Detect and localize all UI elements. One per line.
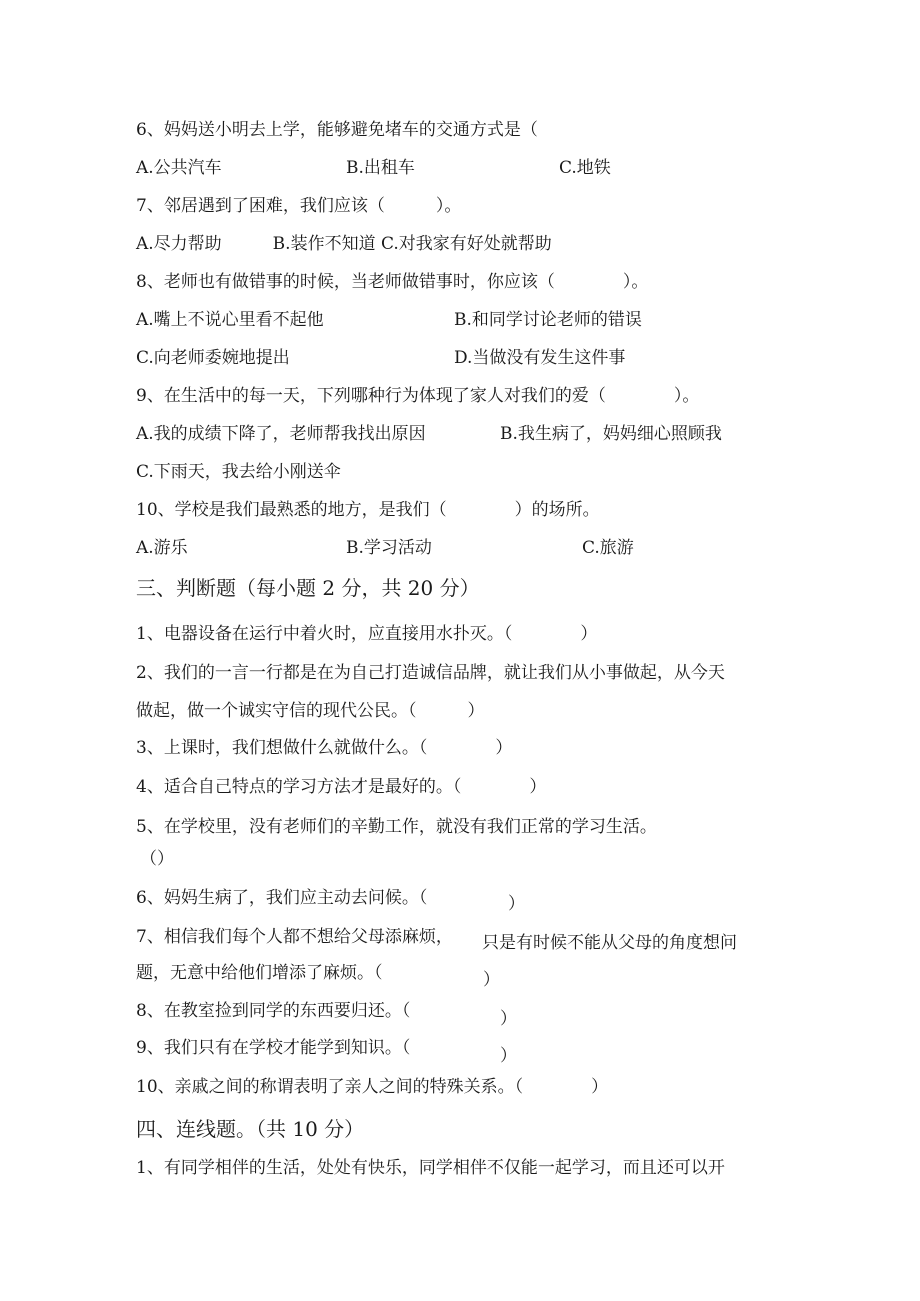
judge-8-close: ） [500,1009,517,1029]
judge-9: 9、我们只有在学校才能学到知识。（ [136,1038,411,1058]
judge-6-close: ） [508,894,525,914]
option-a: A.我的成绩下降了，老师帮我找出原因 [136,424,426,444]
judge-5-line2: （） [140,849,174,869]
judge-7-close: ） [483,970,500,990]
judge-6: 6、妈妈生病了，我们应主动去问候。（ [136,888,428,908]
question-7: 7、邻居遇到了困难，我们应该（ ）。 [136,196,462,216]
question-9: 9、在生活中的每一天，下列哪种行为体现了家人对我们的爱（ ）。 [136,386,700,406]
judge-7-line1-cont: 只是有时候不能从父母的角度想问 [482,933,737,953]
judge-7-line1: 7、相信我们每个人都不想给父母添麻烦， [136,927,453,947]
section-3-heading: 三、判断题（每小题 2 分，共 20 分） [136,576,480,600]
judge-2-line1: 2、我们的一言一行都是在为自己打造诚信品牌，就让我们从小事做起，从今天 [136,663,725,683]
option-a: A.公共汽车 [136,158,222,178]
judge-5-line1: 5、在学校里，没有老师们的辛勤工作，就没有我们正常的学习生活。 [136,817,657,837]
judge-3: 3、上课时，我们想做什么就做什么。（ ） [136,738,513,758]
match-1: 1、有同学相伴的生活，处处有快乐，同学相伴不仅能一起学习，而且还可以开 [136,1158,725,1178]
option-a: A.嘴上不说心里看不起他 [136,310,324,330]
question-6: 6、妈妈送小明去上学，能够避免堵车的交通方式是（ [136,120,538,140]
judge-2-line2: 做起，做一个诚实守信的现代公民。（ ） [136,701,485,721]
question-7-options: A.尽力帮助 B.装作不知道 C.对我家有好处就帮助 [136,234,552,254]
option-b: B.和同学讨论老师的错误 [454,310,642,330]
option-c: C.旅游 [582,538,634,558]
judge-10: 10、亲戚之间的称谓表明了亲人之间的特殊关系。（ ） [136,1077,609,1097]
judge-4: 4、适合自己特点的学习方法才是最好的。（ ） [136,777,547,797]
option-c: C.地铁 [559,158,611,178]
judge-7-line2: 题，无意中给他们增添了麻烦。（ [136,963,383,983]
option-b: B.学习活动 [346,538,432,558]
option-b: B.出租车 [346,158,415,178]
question-10: 10、学校是我们最熟悉的地方，是我们（ ）的场所。 [136,500,600,520]
option-d: D.当做没有发生这件事 [454,348,626,368]
option-b: B.我生病了，妈妈细心照顾我 [500,424,722,444]
question-8: 8、老师也有做错事的时候，当老师做错事时，你应该（ ）。 [136,272,649,292]
judge-9-close: ） [500,1046,517,1066]
judge-8: 8、在教室捡到同学的东西要归还。（ [136,1001,411,1021]
question-9-option-c: C.下雨天，我去给小刚送伞 [136,462,341,482]
option-c: C.向老师委婉地提出 [136,348,290,368]
option-a: A.游乐 [136,538,188,558]
judge-1: 1、电器设备在运行中着火时，应直接用水扑灭。（ ） [136,624,598,644]
section-4-heading: 四、连线题。（共 10 分） [136,1117,365,1141]
